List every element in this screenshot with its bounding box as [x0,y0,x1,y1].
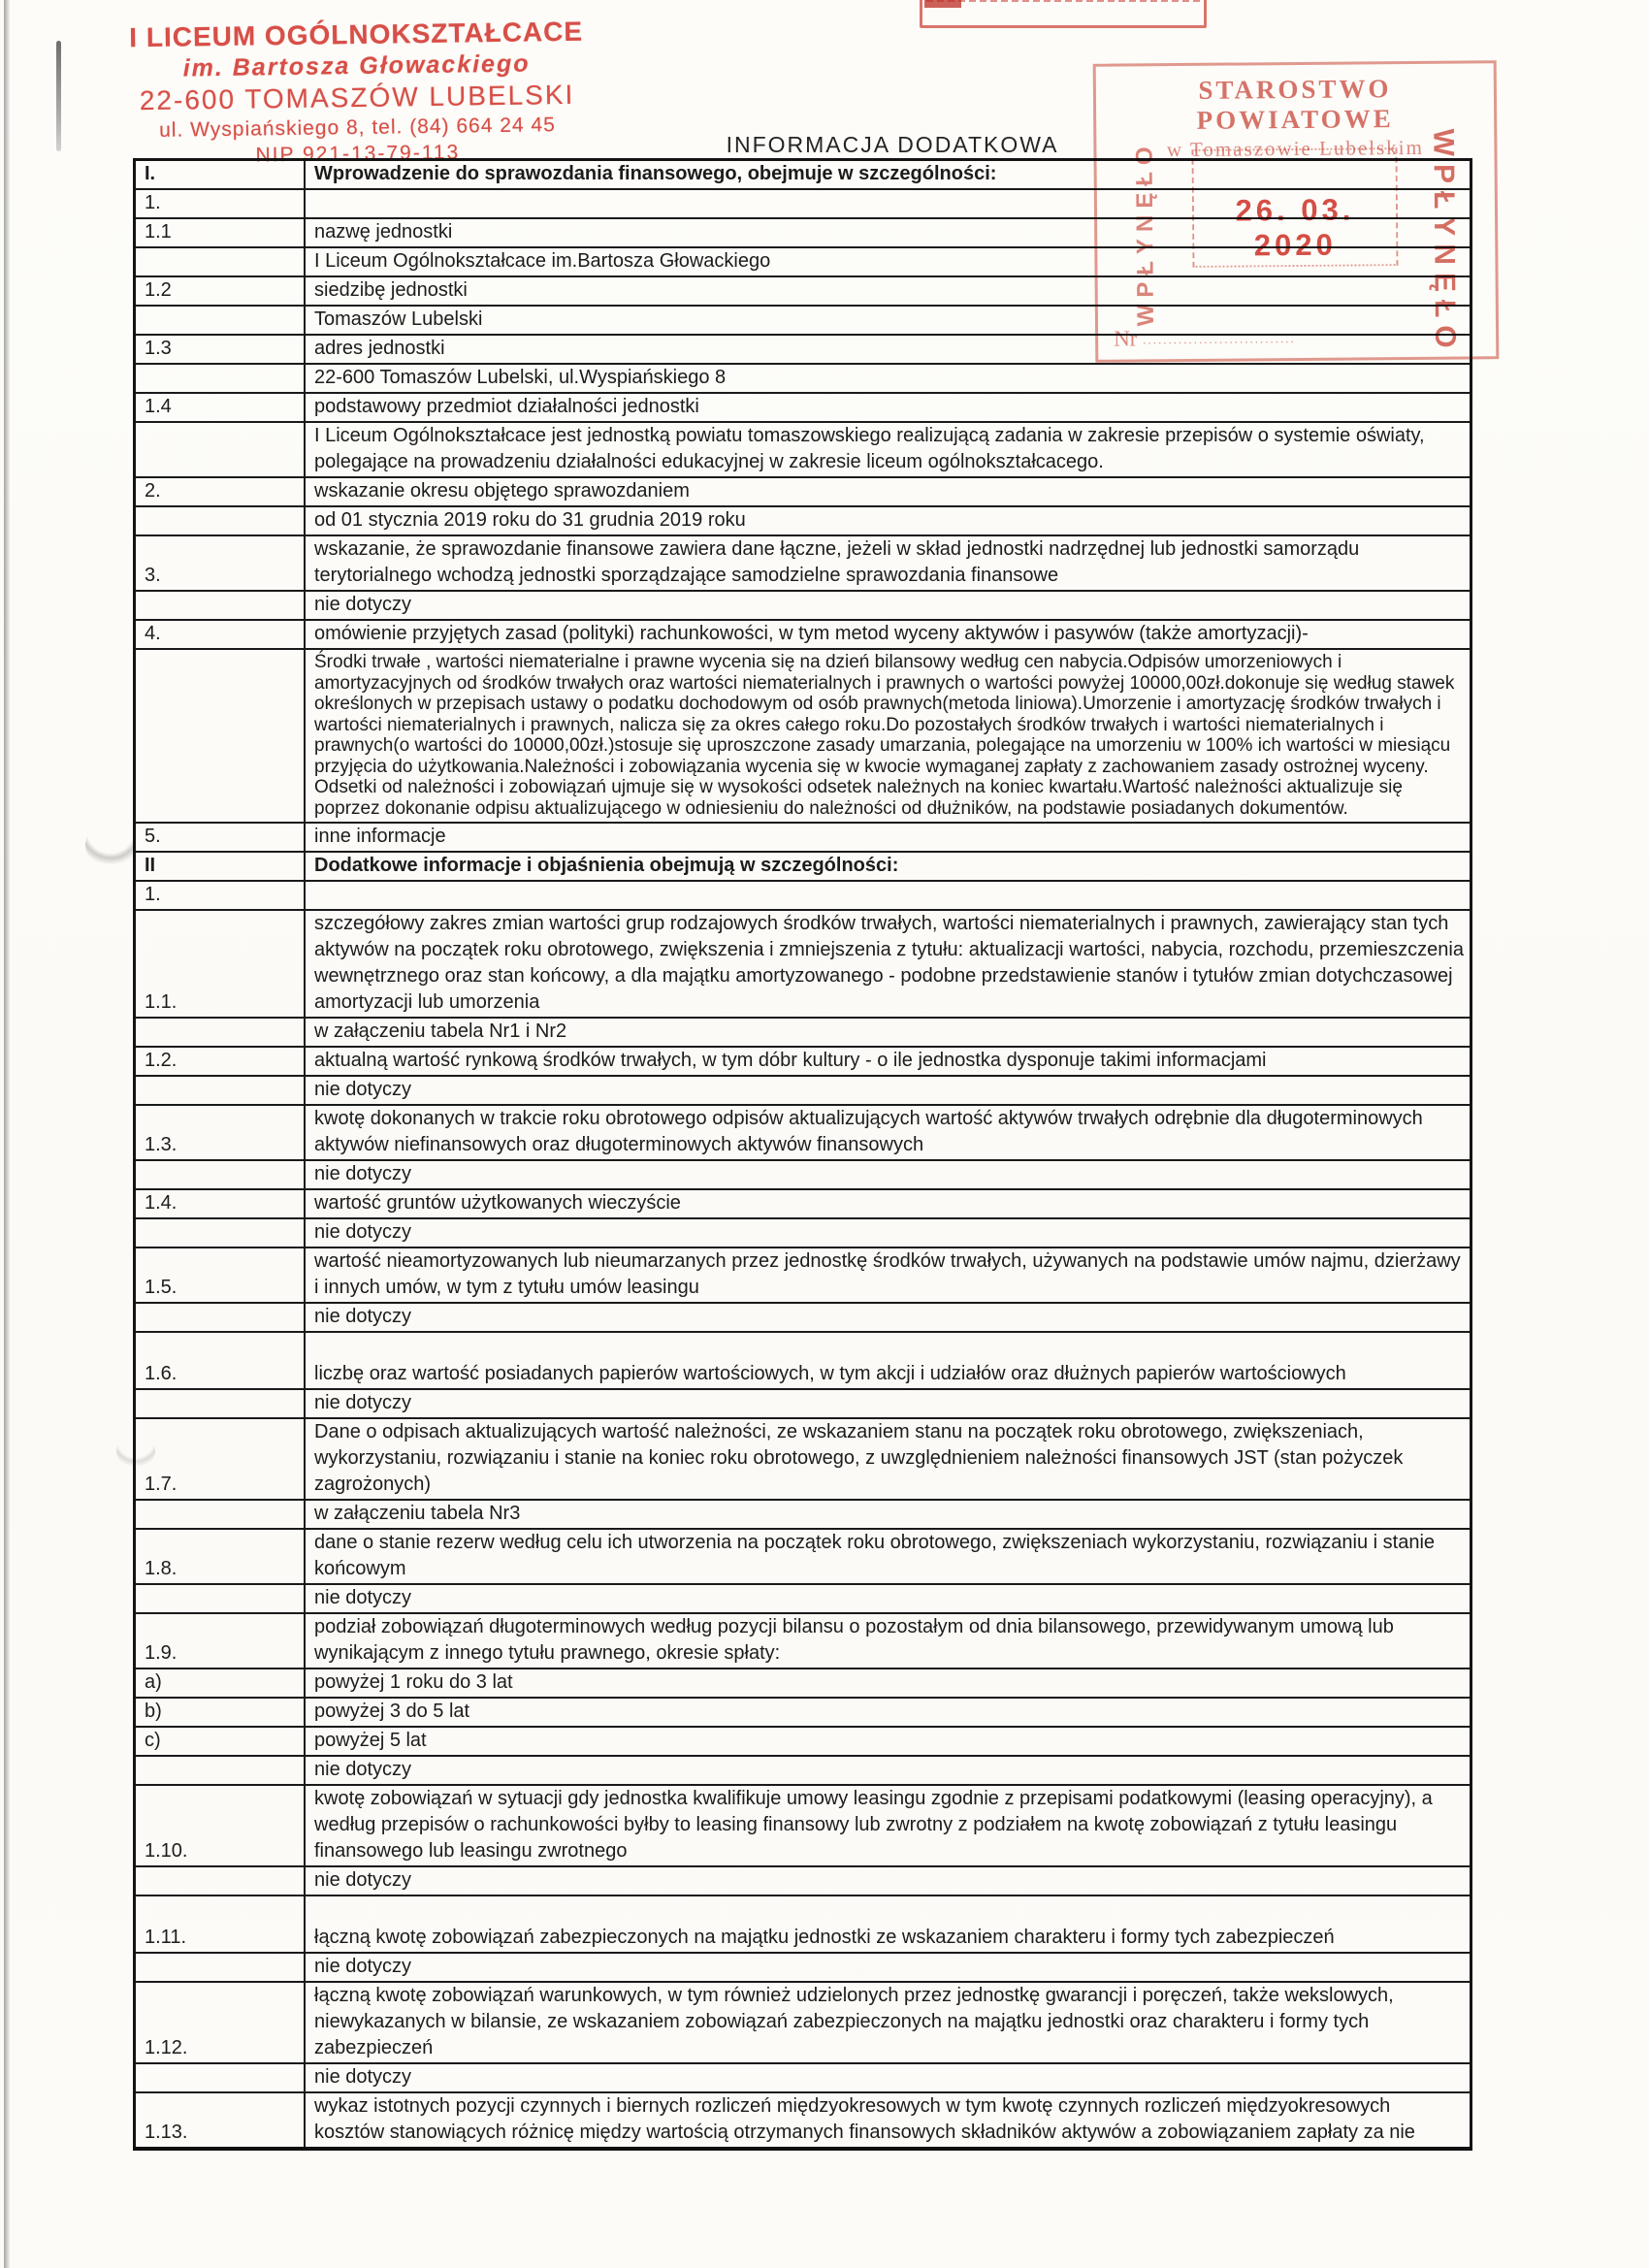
table-row [135,649,1471,823]
row-content-cell: podział zobowiązań długoterminowych według pozycji bilansu o pozostałym od dnia bilansowego, przewidywanym umową lub wynikającym z innego tytułu prawnego, okresie spłaty: [305,1613,1471,1669]
table-row [135,1698,1471,1727]
table-row [135,189,1471,218]
row-content-cell: wartość nieamortyzowanych lub nieumarzanych przez jednostkę środków trwałych, używanych na podstawie umów najmu, dzierżawy i innych umów, w tym z tytułu umów leasingu [305,1247,1471,1303]
row-content-cell: Dane o odpisach aktualizujących wartość należności, ze wskazaniem stanu na początek roku obrotowego, zwiększeniach, wykorzystaniu, rozwiązaniu i stanie na koniec roku obrotowego, z uwzględnieniem należności finansowych JST (stan pożyczek zagrożonych) [305,1418,1471,1500]
row-content-cell: Wprowadzenie do sprawozdania finansowego, obejmuje w szczególności: [305,160,1471,190]
row-content-cell: nie dotyczy [305,1160,1471,1189]
row-number-cell [135,1584,306,1613]
row-content-cell: I Liceum Ogólnokształcace im.Bartosza Głowackiego [305,247,1471,276]
table-row [135,422,1471,477]
row-content-cell: powyżej 1 roku do 3 lat [305,1669,1471,1698]
row-content-cell: wskazanie okresu objętego sprawozdaniem [305,477,1471,506]
row-number-cell: 1.1 [135,218,306,247]
starostwo-name: STAROSTWO POWIATOWE [1196,74,1394,135]
table-row [135,1529,1471,1584]
row-number-cell: 1.12. [135,1982,306,2063]
row-content-cell: łączną kwotę zobowiązań zabezpieczonych na majątku jednostki ze wskazaniem charakteru i formy tych zabezpieczeń [305,1895,1471,1953]
table-row [135,1500,1471,1529]
table-row [135,1389,1471,1418]
row-number-cell: 1.11. [135,1895,306,1953]
row-number-cell: 1.4 [135,393,306,422]
row-content-cell: szczegółowy zakres zmian wartości grup rodzajowych środków trwałych, wartości niematerialnych i prawnych, zawierający stan tych aktywów na początek roku obrotowego, zwiększenia i zmniejszenia z tytułu: aktualizacji wartości, nabycia, rozchodu, przemieszczenia wewnętrznego oraz stan końcowy, a dla majątku amortyzowanego - podobne przedstawienie stanów i tytułów zmian dotychczasowej amortyzacji lub umorzenia [305,910,1471,1018]
table-row [135,1303,1471,1332]
row-content-cell: nazwę jednostki [305,218,1471,247]
row-number-cell: 1. [135,189,306,218]
received-label-left: WPŁYNĘŁO [1131,140,1160,327]
row-number-cell [135,1756,306,1785]
row-content-cell: omówienie przyjętych zasad (polityki) rachunkowości, w tym metod wyceny aktywów i pasywów (także amortyzacji)- [305,620,1471,649]
row-number-cell: 1.3. [135,1105,306,1160]
row-content-cell: wykaz istotnych pozycji czynnych i biernych rozliczeń międzyokresowych w tym kwotę czynnych rozliczeń międzyokresowych kosztów stanowiących różnicę między wartością otrzymanych finansowych składników aktywów a zobowiązaniem zapłaty za nie [305,2092,1471,2149]
row-content-cell: łączną kwotę zobowiązań warunkowych, w tym również udzielonych przez jednostkę gwarancji i poręczeń, także wekslowych, niewykazanych w bilansie, ze wskazaniem zobowiązań zabezpieczonych na majątku jednostki oraz charakteru i formy tych zabezpieczeń [305,1982,1471,2063]
table-row [135,620,1471,649]
info-dodatkowa-table [133,158,1472,2151]
table-row [135,1785,1471,1866]
table-row [135,591,1471,620]
table-row [135,1669,1471,1698]
row-content-cell: Środki trwałe , wartości niematerialne i prawne wycenia się na dzień bilansowy według cen nabycia.Odpisów umorzeniowych i amortyzacyjnych od środków trwałych oraz wartości niematerialnych i prawnych o wartości powyżej 10000,00zł.dokonuje się według stawek określonych w przepisach ustawy o podatku dochodowym od osób prawnych(metoda liniowa).Umorzenie i amortyzację środków trwałych i wartości niematerialnych i prawnych, nalicza się za okres całego roku.Do pozostałych środków trwałych i wartości niematerialnych i prawnych(o wartości do 10000,00zł.)stosuje się uproszczone zasady umarzania, polegające na umorzeniu w 100% ich wartości w miesiącu przyjęcia do użytkowania.Należności i zobowiązania wycenia się w kwocie wymaganej zapłaty z zachowaniem zasady ostrożnej wyceny. Odsetki od należności i zobowiązań ujmuje się w wysokości odsetek należnych na koniec kwartału.Wartość należności aktualizuje się poprzez dokonanie odpisu aktualizującego w odniesieniu do należności od dłużników, na podstawie posiadanych dokumentów. [305,649,1471,823]
row-number-cell [135,247,306,276]
table-row [135,1727,1471,1756]
row-number-cell: b) [135,1698,306,1727]
stamp-ink-texture [926,0,1200,2]
row-number-cell: c) [135,1727,306,1756]
row-number-cell: 1.13. [135,2092,306,2149]
row-number-cell [135,591,306,620]
row-number-cell: 1.9. [135,1613,306,1669]
row-content-cell: aktualną wartość rynkową środków trwałych, w tym dóbr kultury - o ile jednostka dysponuje takimi informacjami [305,1047,1471,1076]
table-row [135,1247,1471,1303]
table-row [135,1076,1471,1105]
row-number-cell [135,1218,306,1247]
row-number-cell: 1.6. [135,1332,306,1389]
row-content-cell: 22-600 Tomaszów Lubelski, ul.Wyspiańskiego 8 [305,364,1471,393]
row-content-cell: nie dotyczy [305,1303,1471,1332]
row-content-cell: nie dotyczy [305,591,1471,620]
received-label-right: WPŁYNĘŁO [1427,128,1462,356]
row-number-cell: 2. [135,477,306,506]
row-content-cell: nie dotyczy [305,1076,1471,1105]
row-number-cell: 1.10. [135,1785,306,1866]
row-content-cell: nie dotyczy [305,1389,1471,1418]
row-content-cell: nie dotyczy [305,1584,1471,1613]
scan-edge-artifact [4,0,10,2268]
table-row [135,1105,1471,1160]
starostwo-location: w Tomaszowie Lubelskim [1166,135,1425,162]
row-content-cell: liczbę oraz wartość posiadanych papierów wartościowych, w tym akcji i udziałów oraz dłużnych papierów wartościowych [305,1332,1471,1389]
table-row [135,1953,1471,1982]
row-number-cell: 5. [135,823,306,852]
row-number-cell: 1. [135,881,306,910]
table-row [135,364,1471,393]
row-content-cell: Tomaszów Lubelski [305,306,1471,335]
table-row [135,1047,1471,1076]
table-row [135,1866,1471,1895]
row-content-cell: powyżej 5 lat [305,1727,1471,1756]
page-title: INFORMACJA DODATKOWA [726,132,1059,157]
row-number-cell: 3. [135,535,306,591]
row-content-cell: Dodatkowe informacje i objaśnienia obejmują w szczególności: [305,852,1471,881]
table-row [135,306,1471,335]
row-content-cell [305,189,1471,218]
row-number-cell [135,2063,306,2092]
row-number-cell: 1.2. [135,1047,306,1076]
row-number-cell: 1.2 [135,276,306,306]
table-row [135,1584,1471,1613]
school-city: 22-600 TOMASZÓW LUBELSKI [139,79,575,116]
row-content-cell: I Liceum Ogólnokształcace jest jednostką powiatu tomaszowskiego realizującą zadania w zakresie przepisów o systemie oświaty, polegające na prowadzeniu działalności edukacyjnej w zakresie liceum ogólnokształcacego. [305,422,1471,477]
row-content-cell: nie dotyczy [305,1953,1471,1982]
row-content-cell: od 01 stycznia 2019 roku do 31 grudnia 2019 roku [305,506,1471,535]
received-date: 26. 03. 2020 [1235,192,1355,263]
row-content-cell: w załączeniu tabela Nr3 [305,1500,1471,1529]
row-number-cell [135,422,306,477]
row-content-cell: siedzibę jednostki [305,276,1471,306]
school-nip: NIP 921-13-79-113 [255,141,461,167]
row-number-cell [135,1076,306,1105]
table-row [135,1189,1471,1218]
row-content-cell: powyżej 3 do 5 lat [305,1698,1471,1727]
table-row [135,393,1471,422]
table-row [135,910,1471,1018]
row-number-cell [135,1018,306,1047]
table-row [135,506,1471,535]
stamp-ink-blob [924,0,961,8]
row-number-cell [135,306,306,335]
table-row [135,2092,1471,2149]
row-content-cell: nie dotyczy [305,1756,1471,1785]
row-number-cell: II [135,852,306,881]
row-content-cell: wskazanie, że sprawozdanie finansowe zawiera dane łączne, jeżeli w skład jednostki nadrzędnej lub jednostki samorządu terytorialnego wchodzą jednostki sporządzające samodzielne sprawozdania finansowe [305,535,1471,591]
hole-punch-shadow [85,823,136,867]
table-row [135,1332,1471,1389]
school-name: I LICEUM OGÓLNOKSZTAŁCACE [129,16,584,53]
row-content-cell: nie dotyczy [305,1218,1471,1247]
table-row [135,477,1471,506]
row-content-cell: podstawowy przedmiot działalności jednostki [305,393,1471,422]
row-number-cell [135,649,306,823]
row-content-cell: kwotę dokonanych w trakcie roku obrotowego odpisów aktualizujących wartość aktywów trwałych odrębnie dla długoterminowych aktywów niefinansowych oraz długoterminowych aktywów finansowych [305,1105,1471,1160]
row-content-cell: inne informacje [305,823,1471,852]
table-row [135,852,1471,881]
table-row [135,2063,1471,2092]
table-row [135,247,1471,276]
row-number-cell: 1.3 [135,335,306,364]
row-number-cell [135,1500,306,1529]
school-address-phone: ul. Wyspiańskiego 8, tel. (84) 664 24 45 [159,113,556,142]
row-number-cell [135,1303,306,1332]
row-number-cell: a) [135,1669,306,1698]
row-content-cell [305,881,1471,910]
school-letterhead-stamp [123,16,591,170]
row-number-cell [135,1160,306,1189]
table-row [135,1613,1471,1669]
row-number-cell [135,506,306,535]
row-number-cell [135,1866,306,1895]
row-number-cell [135,364,306,393]
table-row [135,218,1471,247]
row-number-cell: 1.1. [135,910,306,1018]
row-number-cell: 1.4. [135,1189,306,1218]
fold-mark-artifact [56,41,61,151]
table-row [135,1895,1471,1953]
row-content-cell: dane o stanie rezerw według celu ich utworzenia na początek roku obrotowego, zwiększeniach wykorzystaniu, rozwiązaniu i stanie końcowym [305,1529,1471,1584]
school-patron: im. Bartosza Głowackiego [182,49,531,82]
row-number-cell [135,1389,306,1418]
table-row [135,335,1471,364]
table-row [135,1418,1471,1500]
row-content-cell: kwotę zobowiązań w sytuacji gdy jednostka kwalifikuje umowy leasingu zgodnie z przepisami podatkowymi (leasing operacyjny), a według przepisów o rachunkowości byłby to leasing finansowy lub zwrotny z podziałem na kwotę zobowiązań z tytułu leasingu finansowego lub leasingu zwrotnego [305,1785,1471,1866]
table-row [135,1218,1471,1247]
table-row [135,1160,1471,1189]
row-number-cell: 1.7. [135,1418,306,1500]
row-number-cell: I. [135,160,306,190]
cut-off-stamp-fragment [920,0,1207,28]
nr-dotted-line: .............................. [1143,331,1296,347]
row-number-cell: 1.8. [135,1529,306,1584]
row-content-cell: wartość gruntów użytkowanych wieczyście [305,1189,1471,1218]
row-number-cell [135,1953,306,1982]
row-number-cell: 4. [135,620,306,649]
table-row [135,1982,1471,2063]
table-row [135,1756,1471,1785]
row-content-cell: nie dotyczy [305,1866,1471,1895]
table-row [135,1018,1471,1047]
table-row [135,823,1471,852]
row-number-cell: 1.5. [135,1247,306,1303]
table-row [135,276,1471,306]
table-row [135,160,1471,190]
nr-label: Nr [1114,326,1138,351]
row-content-cell: adres jednostki [305,335,1471,364]
row-content-cell: nie dotyczy [305,2063,1471,2092]
table-row [135,535,1471,591]
table-row [135,881,1471,910]
row-content-cell: w załączeniu tabela Nr1 i Nr2 [305,1018,1471,1047]
